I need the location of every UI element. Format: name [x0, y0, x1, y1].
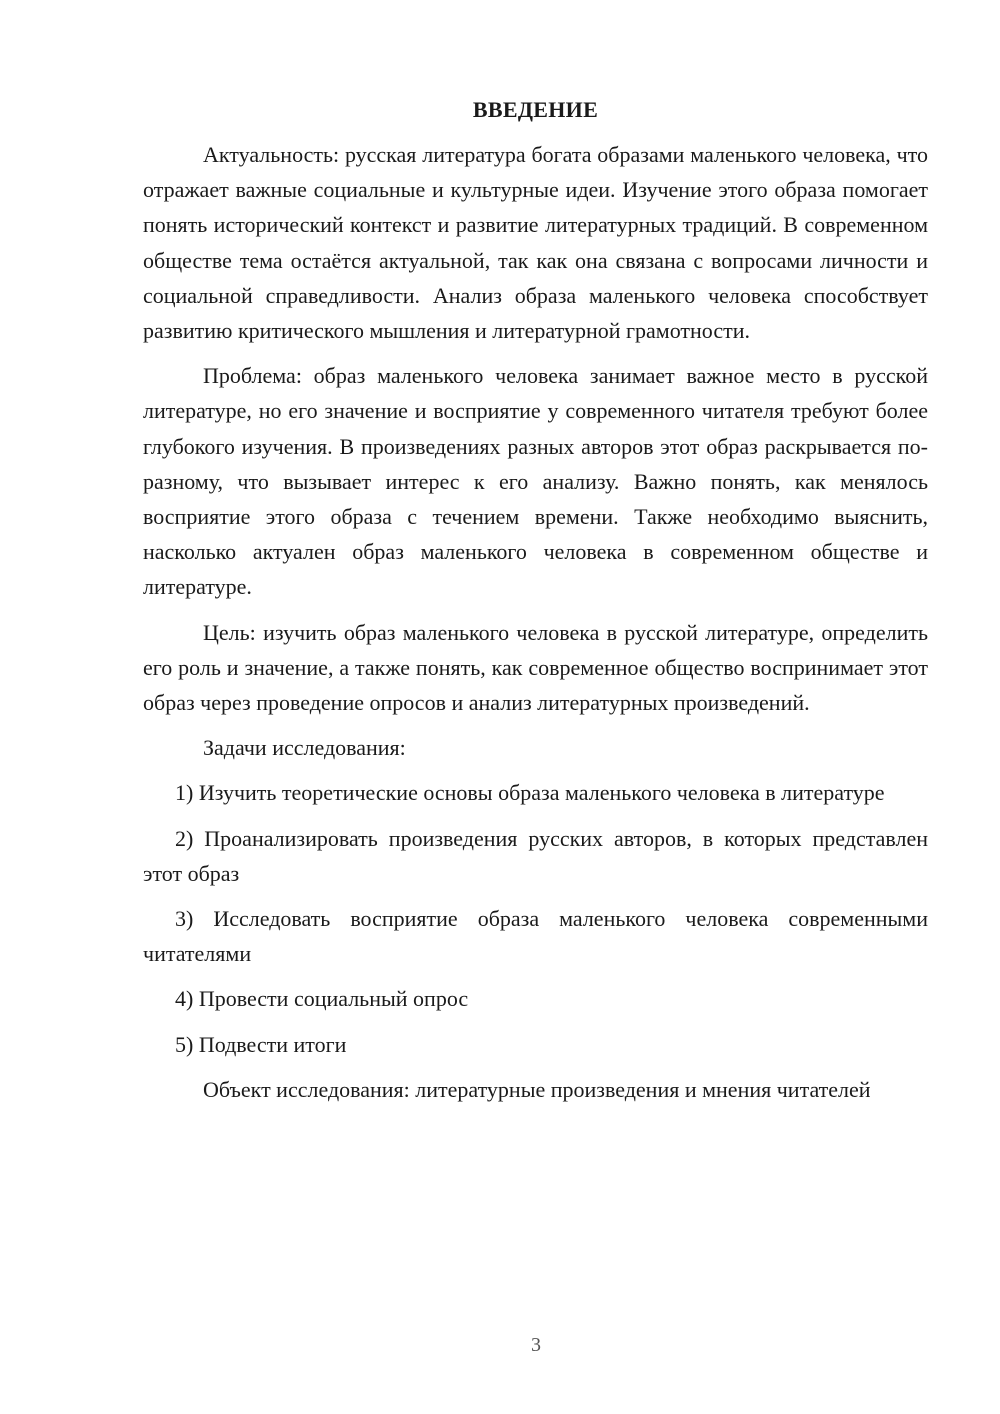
list-item: 2) Проанализировать произведения русских авторов, в которых представлен этот образ	[143, 825, 928, 886]
page-title: ВВЕДЕНИЕ	[472, 97, 599, 122]
list-item: 1) Изучить теоретические основы образа маленького человека в литературе	[175, 780, 885, 806]
page-number: 3	[531, 1334, 541, 1356]
problem-paragraph: Проблема: образ маленького человека занимает важное место в русской литературе, но его значение и восприятие у современного читателя требуют более глубокого изучения. В произведениях разных авторов этот образ раскрывается по-разному, что вызывает интерес к его анализу. Важно понять, как менялось восприятие этого образа с течением времени. Также необходимо выяснить, насколько актуален образ маленького человека в современном обществе и литературе.	[143, 363, 928, 600]
list-item: 5) Подвести итоги	[175, 1031, 347, 1057]
tasks-heading: Задачи исследования:	[203, 735, 406, 761]
list-item: 3) Исследовать восприятие образа маленького человека современными читателями	[143, 906, 928, 967]
object-paragraph: Объект исследования: литературные произведения и мнения читателей	[203, 1076, 871, 1102]
goal-paragraph: Цель: изучить образ маленького человека в русской литературе, определить его роль и значение, а также понять, как современное общество воспринимает этот образ через проведение опросов и анализ литературных произведений.	[143, 619, 928, 716]
relevance-paragraph: Актуальность: русская литература богата образами маленького человека, что отражает важные социальные и культурные идеи. Изучение этого образа помогает понять исторический контекст и развитие литературных традиций. В современном обществе тема остаётся актуальной, так как она связана с вопросами личности и социальной справедливости. Анализ образа маленького человека способствует развитию критического мышления и литературной грамотности.	[143, 142, 928, 344]
list-item: 4) Провести социальный опрос	[175, 986, 469, 1012]
tasks-list	[143, 775, 928, 1061]
document-page	[143, 92, 928, 1117]
